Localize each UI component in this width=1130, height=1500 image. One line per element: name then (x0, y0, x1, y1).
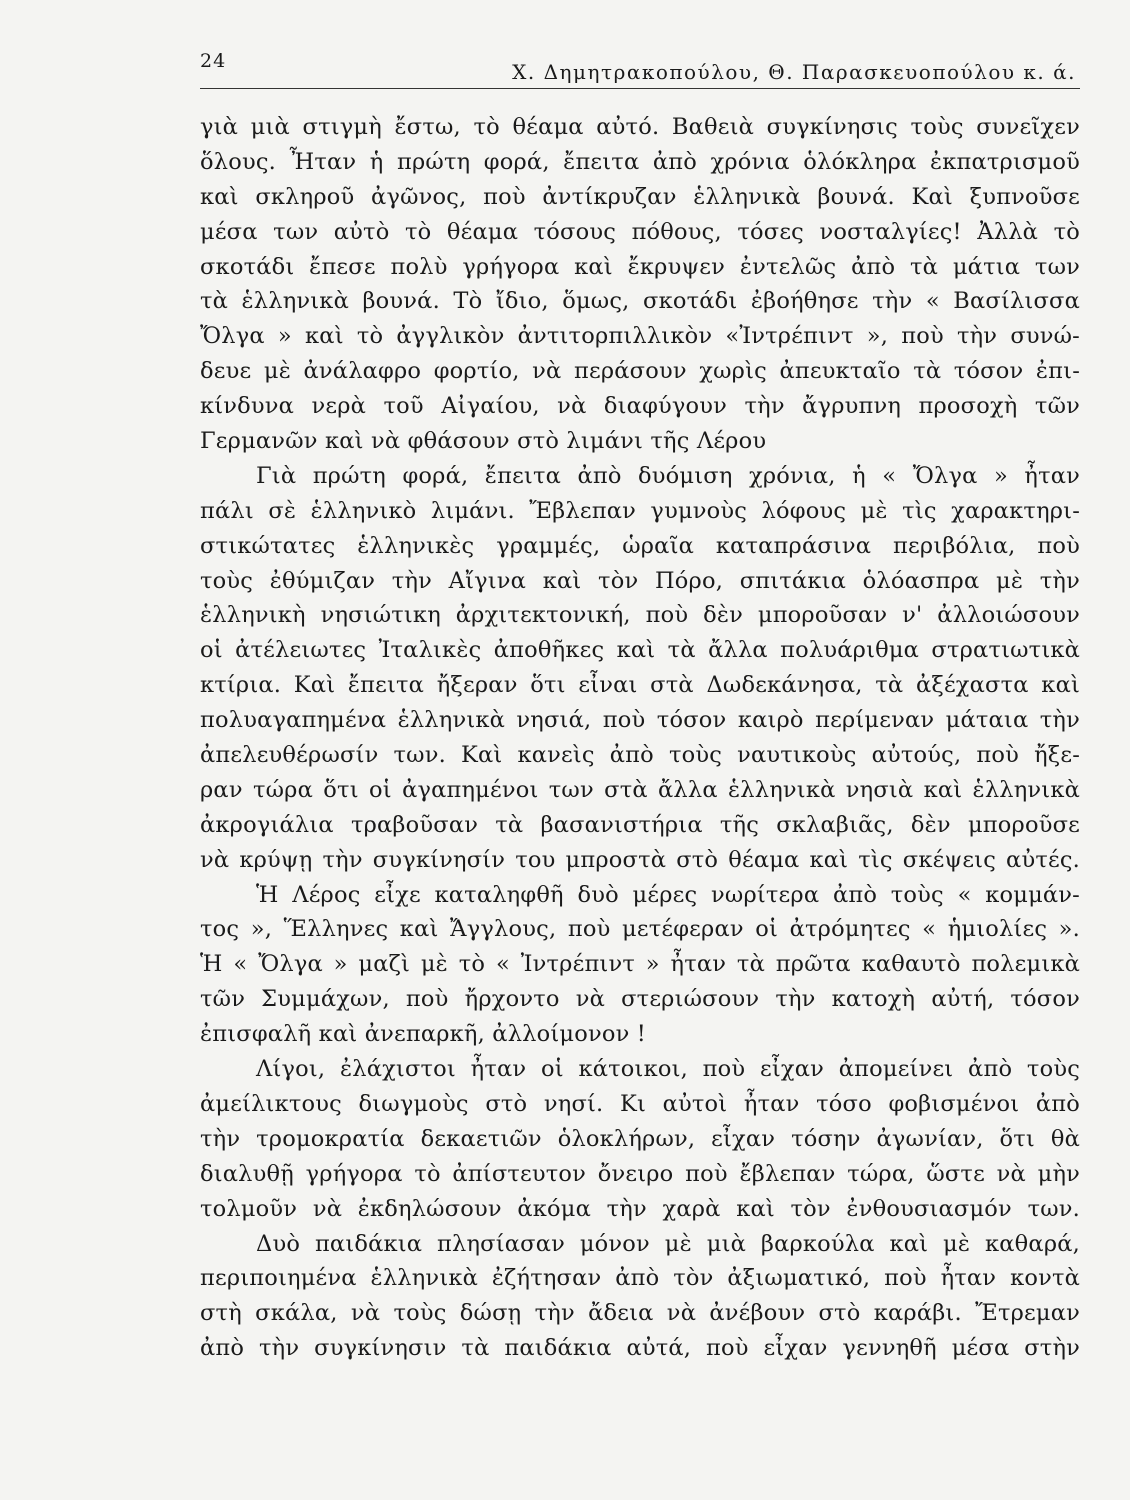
text-line: Γερμανῶν καὶ νὰ φθάσουν στὸ λιμάνι τῆς Λέρου (200, 428, 767, 455)
paragraph-start-line: Δυὸ παιδάκια πλησίασαν μόνον μὲ μιὰ βαρκούλα καὶ μὲ καθαρά, (256, 1230, 1080, 1257)
running-head (200, 48, 1080, 89)
text-line: νὰ κρύψῃ τὴν συγκίνησίν του μπροστὰ στὸ θέαμα καὶ τὶς σκέψεις αὐτές. (200, 846, 1080, 873)
text-line: τὰ ἑλληνικὰ βουνά. Τὸ ἴδιο, ὅμως, σκοτάδι ἐβοήθησε τὴν « Βασίλισσα (200, 288, 1080, 315)
text-line: κτίρια. Καὶ ἔπειτα ἤξεραν ὅτι εἶναι στὰ Δωδεκάνησα, τὰ ἀξέχαστα καὶ (200, 672, 1080, 699)
text-line: ἀπελευθέρωσίν των. Καὶ κανεὶς ἀπὸ τοὺς ναυτικοὺς αὐτούς, ποὺ ἤξε- (200, 742, 1080, 769)
text-line: στικώτατες ἑλληνικὲς γραμμές, ὡραῖα καταπράσινα περιβόλια, ποὺ (200, 532, 1080, 559)
text-line: Ὄλγα » καὶ τὸ ἀγγλικὸν ἀντιτορπιλλικὸν «Ἰντρέπιντ », ποὺ τὴν συνώ- (200, 323, 1080, 350)
body-text (200, 110, 1080, 1366)
text-line: ραν τώρα ὅτι οἱ ἀγαπημένοι των στὰ ἄλλα ἑλληνικὰ νησιὰ καὶ ἑλληνικὰ (200, 776, 1080, 803)
text-line: πολυαγαπημένα ἑλληνικὰ νησιά, ποὺ τόσον καιρὸ περίμεναν μάταια τὴν (200, 707, 1080, 734)
text-line: τοὺς ἐθύμιζαν τὴν Αἴγινα καὶ τὸν Πόρο, σπιτάκια ὁλόασπρα μὲ τὴν (200, 567, 1080, 594)
text-line: διαλυθῇ γρήγορα τὸ ἀπίστευτον ὄνειρο ποὺ ἔβλεπαν τώρα, ὥστε νὰ μὴν (200, 1160, 1080, 1187)
text-line: κίνδυνα νερὰ τοῦ Αἰγαίου, νὰ διαφύγουν τὴν ἄγρυπνη προσοχὴ τῶν (200, 393, 1080, 420)
paragraph-start-line: Λίγοι, ἐλάχιστοι ἦταν οἱ κάτοικοι, ποὺ εἶχαν ἀπομείνει ἀπὸ τοὺς (256, 1056, 1080, 1083)
text-line: καὶ σκληροῦ ἀγῶνος, ποὺ ἀντίκρυζαν ἑλληνικὰ βουνά. Καὶ ξυπνοῦσε (200, 183, 1080, 210)
text-line: περιποιημένα ἑλληνικὰ ἐζήτησαν ἀπὸ τὸν ἀξιωματικό, ποὺ ἦταν κοντὰ (200, 1265, 1080, 1292)
text-line: σκοτάδι ἔπεσε πολὺ γρήγορα καὶ ἔκρυψεν ἐντελῶς ἀπὸ τὰ μάτια των (200, 253, 1080, 280)
paragraph-start-line: Γιὰ πρώτη φορά, ἔπειτα ἀπὸ δυόμιση χρόνια, ἡ « Ὄλγα » ἦταν (256, 462, 1080, 489)
page-number: 24 (200, 50, 227, 72)
text-line: τῶν Συμμάχων, ποὺ ἤρχοντο νὰ στεριώσουν τὴν κατοχὴ αὐτή, τόσον (200, 986, 1080, 1013)
text-line: ἐπισφαλῆ καὶ ἀνεπαρκῆ, ἀλλοίμονον ! (200, 1021, 647, 1048)
text-line: γιὰ μιὰ στιγμὴ ἔστω, τὸ θέαμα αὐτό. Βαθειὰ συγκίνησις τοὺς συνεῖχεν (200, 114, 1080, 140)
text-line: ἀπὸ τὴν συγκίνησιν τὰ παιδάκια αὐτά, ποὺ εἶχαν γεννηθῆ μέσα στὴν (200, 1335, 1080, 1362)
header-title: Χ. Δημητρακοπούλου, Θ. Παρασκευοπούλου κ. ά. (512, 60, 1076, 84)
text-line: στὴ σκάλα, νὰ τοὺς δώσῃ τὴν ἄδεια νὰ ἀνέβουν στὸ καράβι. Ἔτρεμαν (200, 1300, 1080, 1327)
text-line: ἑλληνικὴ νησιώτικη ἀρχιτεκτονική, ποὺ δὲν μποροῦσαν ν' ἀλλοιώσουν (200, 602, 1080, 629)
text-line: οἱ ἀτέλειωτες Ἰταλικὲς ἀποθῆκες καὶ τὰ ἄλλα πολυάριθμα στρατιωτικὰ (200, 637, 1080, 664)
text-line: Ἡ « Ὄλγα » μαζὶ μὲ τὸ « Ἰντρέπιντ » ἦταν τὰ πρῶτα καθαυτὸ πολεμικὰ (200, 951, 1080, 978)
text-line: τὴν τρομοκρατία δεκαετιῶν ὁλοκλήρων, εἶχαν τόσην ἀγωνίαν, ὅτι θὰ (200, 1125, 1080, 1152)
text-line: τολμοῦν νὰ ἐκδηλώσουν ἀκόμα τὴν χαρὰ καὶ τὸν ἐνθουσιασμόν των. (200, 1195, 1080, 1222)
paragraph-start-line: Ἡ Λέρος εἶχε καταληφθῆ δυὸ μέρες νωρίτερα ἀπὸ τοὺς « κομμάν- (256, 881, 1080, 908)
text-line: δευε μὲ ἀνάλαφρο φορτίο, νὰ περάσουν χωρὶς ἀπευκταῖο τὰ τόσον ἐπι- (200, 358, 1080, 385)
text-line: ἀμείλικτους διωγμοὺς στὸ νησί. Κι αὐτοὶ ἦταν τόσο φοβισμένοι ἀπὸ (200, 1090, 1080, 1117)
text-line: ἀκρογιάλια τραβοῦσαν τὰ βασανιστήρια τῆς σκλαβιᾶς, δὲν μποροῦσε (200, 811, 1080, 838)
text-line: πάλι σὲ ἑλληνικὸ λιμάνι. Ἔβλεπαν γυμνοὺς λόφους μὲ τὶς χαρακτηρι- (200, 497, 1080, 524)
text-line: τος », Ἕλληνες καὶ Ἄγγλους, ποὺ μετέφεραν οἱ ἀτρόμητες « ἡμιολίες ». (200, 916, 1080, 943)
text-line: ὅλους. Ἦταν ἡ πρώτη φορά, ἔπειτα ἀπὸ χρόνια ὁλόκληρα ἐκπατρισμοῦ (200, 148, 1080, 175)
text-line: μέσα των αὐτὸ τὸ θέαμα τόσους πόθους, τόσες νοσταλγίες! Ἀλλὰ τὸ (200, 218, 1080, 245)
